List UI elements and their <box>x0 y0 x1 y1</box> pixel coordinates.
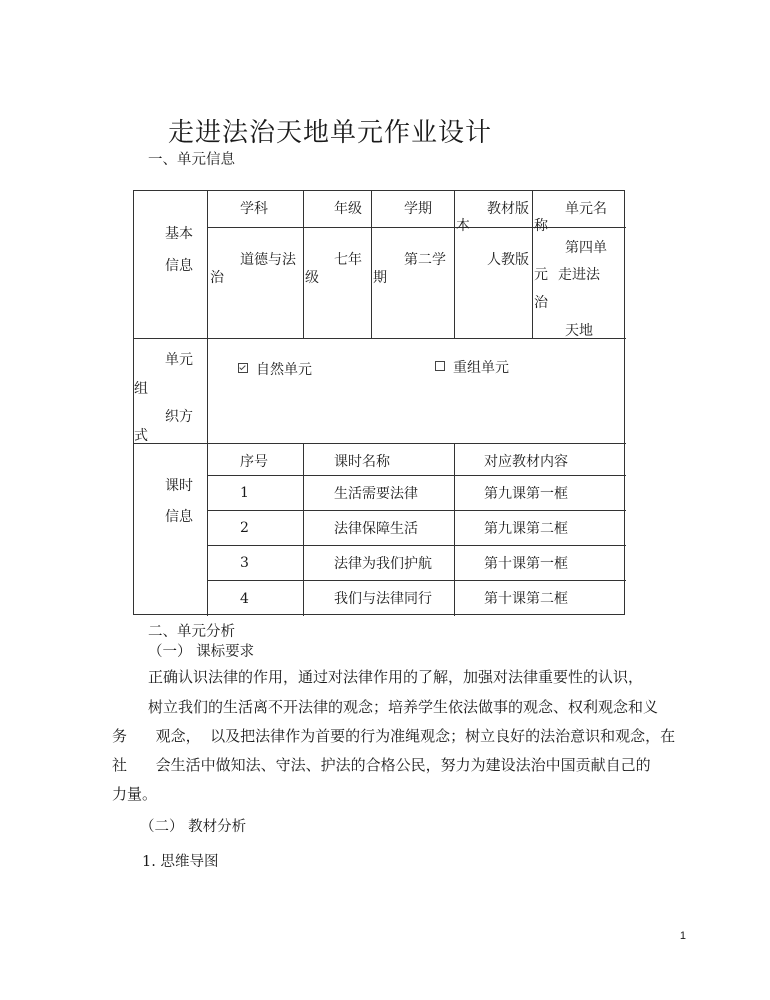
value-unit-name: 走进法 <box>558 267 600 283</box>
unit-info-table <box>133 190 625 615</box>
table-rule <box>207 510 626 511</box>
value-grade: 级 <box>305 270 319 286</box>
org-option-regroup <box>435 357 509 377</box>
table-rule <box>207 227 626 228</box>
paragraph-line: 正确认识法律的作用，通过对法律作用的了解，加强对法律重要性的认识， <box>148 668 644 686</box>
lesson-name: 我们与法律同行 <box>334 591 432 607</box>
table-rule <box>207 545 626 546</box>
lesson-content: 第十课第一框 <box>484 556 568 572</box>
lesson-info-label: 课时 <box>165 478 193 494</box>
lesson-no: 4 <box>240 591 249 607</box>
lesson-no: 2 <box>240 520 249 536</box>
paragraph-line: 力量。 <box>112 785 158 803</box>
value-unit-name: 第四单 <box>565 240 607 256</box>
page-number: 1 <box>679 930 686 942</box>
header-subject: 学科 <box>240 201 268 217</box>
header-textbook: 本 <box>456 218 470 234</box>
org-option-label: 自然单元 <box>256 362 312 378</box>
paragraph-line: 社 会生活中做知法、守法、护法的合格公民，努力为建设法治中国贡献自己的 <box>112 756 651 774</box>
org-label: 式 <box>134 428 148 444</box>
table-rule <box>207 191 208 616</box>
value-unit-name: 天地 <box>565 323 593 339</box>
lesson-header-content: 对应教材内容 <box>484 454 568 470</box>
table-rule <box>371 191 372 338</box>
lesson-content: 第十课第二框 <box>484 591 568 607</box>
basic-info-label: 基本 <box>165 226 193 242</box>
checked-box-icon <box>238 363 248 373</box>
org-label: 织方 <box>165 409 193 425</box>
value-grade: 七年 <box>334 252 362 268</box>
table-rule <box>207 475 626 476</box>
subheading-mind-map: 1. 思维导图 <box>142 854 219 870</box>
table-rule <box>303 443 304 616</box>
lesson-no: 1 <box>240 485 249 501</box>
paragraph-line: 树立我们的生活离不开法律的观念；培养学生依法做事的观念、权利观念和义 <box>148 698 659 716</box>
header-unit-name: 称 <box>534 218 548 234</box>
header-term: 学期 <box>404 201 432 217</box>
table-rule <box>532 191 533 338</box>
value-term: 期 <box>373 270 387 286</box>
lesson-info-label: 信息 <box>165 509 193 525</box>
table-rule <box>454 191 455 338</box>
lesson-name: 法律为我们护航 <box>334 556 432 572</box>
header-grade: 年级 <box>334 201 362 217</box>
lesson-header-no: 序号 <box>240 454 268 470</box>
table-rule <box>454 443 455 616</box>
lesson-name: 生活需要法律 <box>334 486 418 502</box>
value-unit-name: 元 <box>534 267 548 283</box>
section-heading-unit-info: 一、单元信息 <box>148 152 235 168</box>
paragraph-line: 务 观念， 以及把法律作为首要的行为准绳观念；树立良好的法治意识和观念，在 <box>112 727 676 745</box>
value-subject: 治 <box>210 270 224 286</box>
org-label: 单元 <box>165 352 193 368</box>
value-term: 第二学 <box>404 252 446 268</box>
basic-info-label: 信息 <box>165 258 193 274</box>
org-option-label: 重组单元 <box>453 360 509 376</box>
lesson-no: 3 <box>240 555 249 571</box>
header-textbook: 教材版 <box>487 201 529 217</box>
lesson-header-name: 课时名称 <box>334 454 390 470</box>
lesson-name: 法律保障生活 <box>334 521 418 537</box>
section-heading-unit-analysis: 二、单元分析 <box>148 624 235 640</box>
org-option-natural <box>238 359 312 379</box>
document-title: 走进法治天地单元作业设计 <box>168 118 493 148</box>
table-rule <box>303 191 304 338</box>
header-unit-name: 单元名 <box>565 201 607 217</box>
subheading-curriculum: （一） 课标要求 <box>148 644 255 660</box>
lesson-content: 第九课第二框 <box>484 521 568 537</box>
unchecked-box-icon <box>435 361 445 371</box>
value-unit-name: 治 <box>534 295 548 311</box>
subheading-textbook-analysis: （二） 教材分析 <box>140 819 247 835</box>
org-label: 组 <box>134 381 148 397</box>
value-subject: 道德与法 <box>240 252 296 268</box>
lesson-content: 第九课第一框 <box>484 486 568 502</box>
table-rule <box>207 580 626 581</box>
value-textbook: 人教版 <box>487 252 529 268</box>
